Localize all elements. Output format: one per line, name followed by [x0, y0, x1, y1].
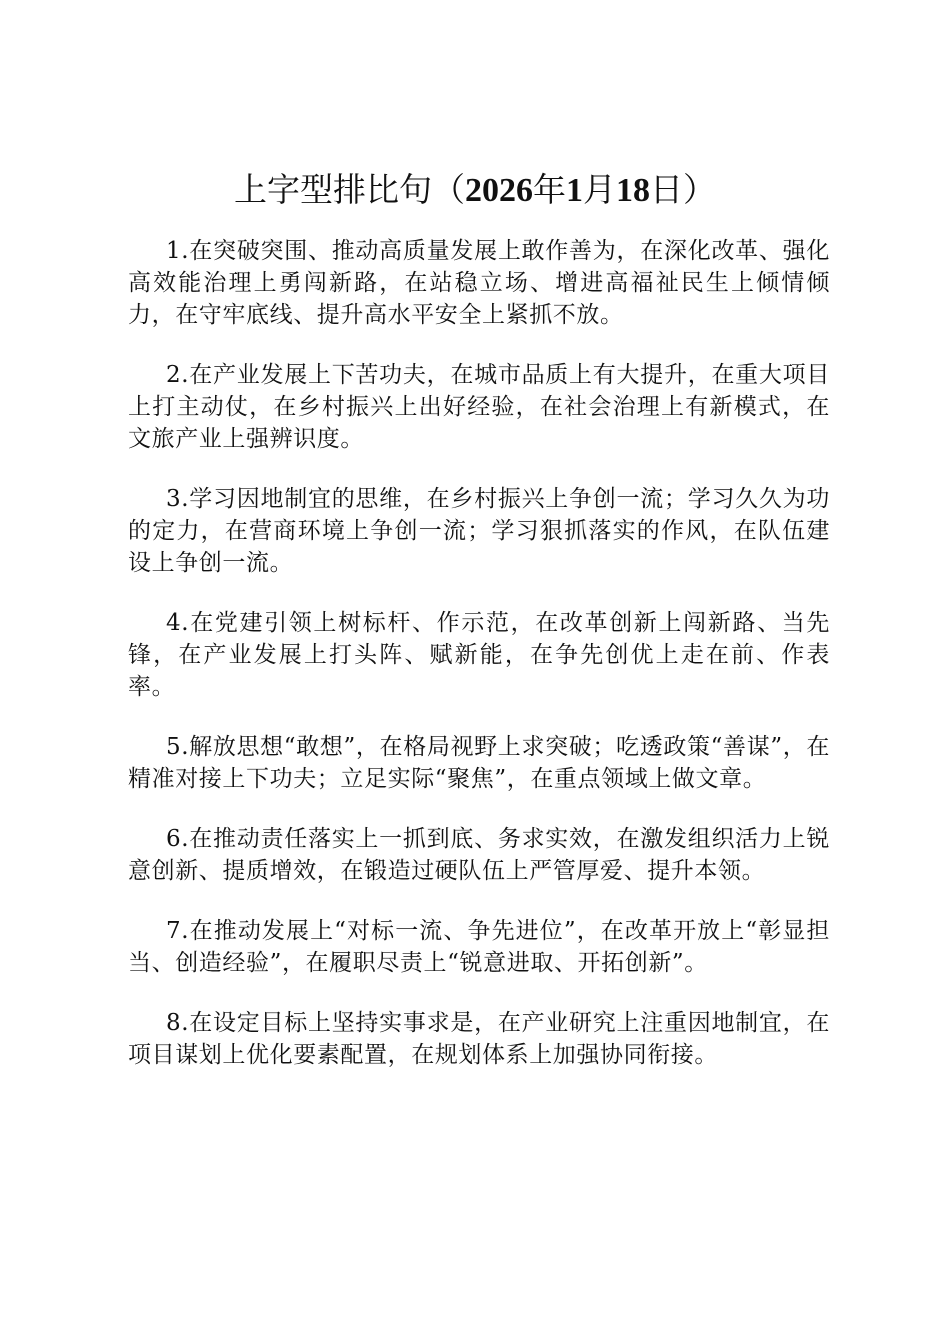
title-year: 2026 [465, 172, 533, 209]
paragraph-8: 8.在设定目标上坚持实事求是，在产业研究上注重因地制宜，在项目谋划上优化要素配置，在规划体系上加强协同衔接。 [128, 1010, 830, 1068]
paragraph-7: 7.在推动发展上“对标一流、争先进位”，在改革开放上“彰显担当、创造经验”，在履职尽责上“锐意进取、开拓创新”。 [128, 918, 830, 976]
paragraph-1: 1.在突破突围、推动高质量发展上敢作善为，在深化改革、强化高效能治理上勇闯新路，在站稳立场、增进高福祉民生上倾情倾力，在守牢底线、提升高水平安全上紧抓不放。 [128, 238, 830, 328]
paragraph-6: 6.在推动责任落实上一抓到底、务求实效，在激发组织活力上锐意创新、提质增效，在锻造过硬队伍上严管厚爱、提升本领。 [128, 826, 830, 884]
paragraph-5: 5.解放思想“敢想”，在格局视野上求突破；吃透政策“善谋”，在精准对接上下功夫；立足实际“聚焦”，在重点领域上做文章。 [128, 734, 830, 792]
paragraph-2: 2.在产业发展上下苦功夫，在城市品质上有大提升，在重大项目上打主动仗，在乡村振兴上出好经验，在社会治理上有新模式，在文旅产业上强辨识度。 [128, 362, 830, 452]
document-title [0, 168, 950, 213]
title-month: 1 [566, 172, 583, 209]
paragraph-3: 3.学习因地制宜的思维，在乡村振兴上争创一流；学习久久为功的定力，在营商环境上争创一流；学习狠抓落实的作风，在队伍建设上争创一流。 [128, 486, 830, 576]
document-body [128, 235, 830, 1099]
title-month-unit: 月 [583, 170, 616, 209]
paragraph-4: 4.在党建引领上树标杆、作示范，在改革创新上闯新路、当先锋，在产业发展上打头阵、赋新能，在争先创优上走在前、作表率。 [128, 610, 830, 700]
title-day-unit: 日） [650, 170, 716, 209]
title-day: 18 [616, 172, 650, 209]
title-year-unit: 年 [533, 170, 566, 209]
title-prefix: 上字型排比句（ [234, 170, 465, 209]
